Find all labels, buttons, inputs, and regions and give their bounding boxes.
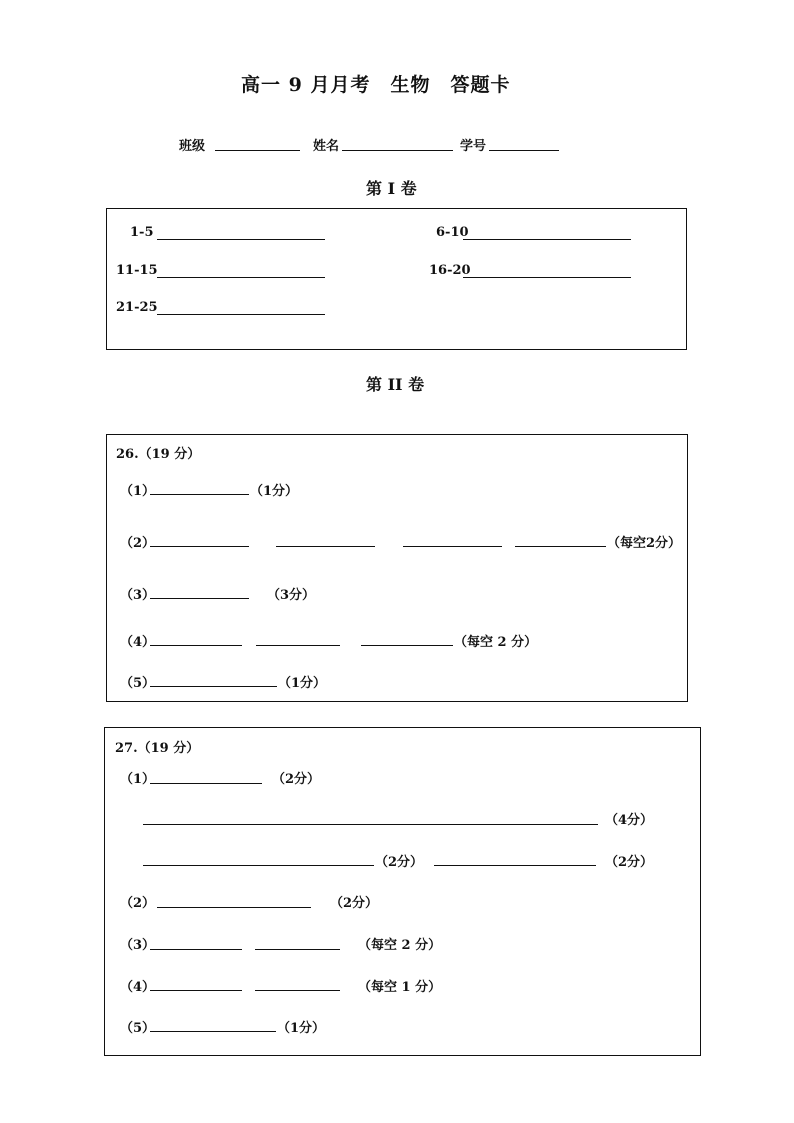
answer-line[interactable]: [150, 1031, 276, 1032]
answer-line-1-5[interactable]: [157, 239, 325, 240]
answer-line-6-10[interactable]: [463, 239, 631, 240]
question-26-box: [106, 434, 688, 702]
range-label: 1-5: [130, 225, 154, 240]
answer-line-11-15[interactable]: [157, 277, 325, 278]
answer-line[interactable]: [150, 990, 242, 991]
score-note: （1分）: [277, 1021, 326, 1036]
part1-heading: 第 I 卷: [366, 179, 417, 198]
score-note: （每空2分）: [607, 536, 682, 551]
sub-question-number: （1）: [120, 772, 156, 787]
answer-line[interactable]: [255, 949, 340, 950]
range-label: 21-25: [116, 300, 158, 315]
score-note: （1分）: [250, 484, 299, 499]
answer-line-21-25[interactable]: [157, 314, 325, 315]
sub-question-number: （4）: [120, 635, 156, 650]
range-label: 11-15: [116, 263, 158, 278]
answer-line[interactable]: [150, 783, 262, 784]
answer-line-16-20[interactable]: [463, 277, 631, 278]
answer-line[interactable]: [150, 546, 249, 547]
answer-line[interactable]: [157, 907, 311, 908]
score-note: （2分）: [330, 896, 379, 911]
answer-line[interactable]: [434, 865, 596, 866]
answer-line[interactable]: [150, 645, 242, 646]
answer-line[interactable]: [276, 546, 375, 547]
answer-line[interactable]: [150, 686, 277, 687]
sub-question-number: （3）: [120, 588, 156, 603]
answer-line[interactable]: [515, 546, 606, 547]
sub-question-number: （1）: [120, 484, 156, 499]
score-note: （1分）: [278, 676, 327, 691]
sub-question-number: （2）: [120, 536, 156, 551]
score-note: （每空 2 分）: [358, 938, 442, 953]
score-note: （2分）: [272, 772, 321, 787]
score-note: （4分）: [605, 813, 654, 828]
range-label: 16-20: [429, 263, 471, 278]
answer-line[interactable]: [403, 546, 502, 547]
sub-question-number: （5）: [120, 1021, 156, 1036]
answer-line[interactable]: [361, 645, 453, 646]
answer-line[interactable]: [150, 949, 242, 950]
class-label: 班级: [179, 139, 206, 154]
score-note: （每空 2 分）: [454, 635, 538, 650]
sub-question-number: （5）: [120, 676, 156, 691]
name-label: 姓名: [313, 139, 340, 154]
question-header: 27.（19 分）: [115, 741, 200, 756]
answer-line[interactable]: [150, 494, 249, 495]
range-label: 6-10: [436, 225, 469, 240]
score-note: （2分）: [375, 855, 424, 870]
part1-box: [106, 208, 687, 350]
student-id-field[interactable]: [489, 150, 559, 151]
student-id-label: 学号: [460, 139, 487, 154]
name-field[interactable]: [342, 150, 453, 151]
class-field[interactable]: [215, 150, 300, 151]
score-note: （每空 1 分）: [358, 980, 442, 995]
sub-question-number: （3）: [120, 938, 156, 953]
answer-line[interactable]: [255, 990, 340, 991]
sub-question-number: （2）: [120, 896, 156, 911]
answer-line[interactable]: [256, 645, 340, 646]
answer-line[interactable]: [150, 598, 249, 599]
answer-line[interactable]: [143, 865, 374, 866]
score-note: （2分）: [605, 855, 654, 870]
question-header: 26.（19 分）: [116, 447, 201, 462]
question-27-box: [104, 727, 701, 1056]
part2-heading: 第 II 卷: [366, 375, 425, 394]
page-title: 高一 9 月月考 生物 答题卡: [241, 74, 511, 96]
sub-question-number: （4）: [120, 980, 156, 995]
score-note: （3分）: [267, 588, 316, 603]
answer-line[interactable]: [143, 824, 598, 825]
